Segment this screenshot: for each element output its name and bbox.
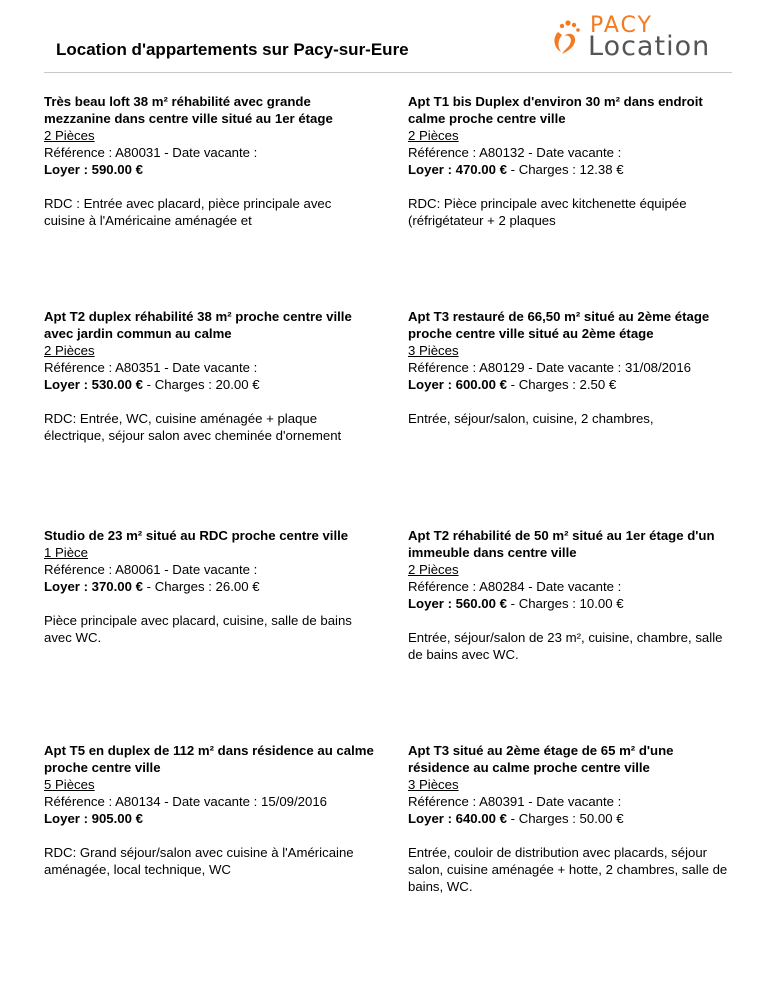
- listing-description: RDC: Pièce principale avec kitchenette équipée (réfrigétateur + 2 plaques: [408, 196, 687, 228]
- listing-charges: - Charges : 26.00 €: [142, 579, 260, 594]
- listing-description: Pièce principale avec placard, cuisine, salle de bains avec WC.: [44, 613, 352, 645]
- listing-rooms-link[interactable]: 2 Pièces: [44, 343, 95, 358]
- logo-text-location: Location: [588, 31, 711, 62]
- listing-title: Apt T1 bis Duplex d'environ 30 m² dans endroit calme proche centre ville: [408, 94, 703, 126]
- listing-charges: - Charges : 50.00 €: [506, 811, 624, 826]
- listing-card: [408, 527, 738, 663]
- listing-description: Entrée, séjour/salon, cuisine, 2 chambres,: [408, 411, 654, 426]
- listing-title: Apt T2 réhabilité de 50 m² situé au 1er étage d'un immeuble dans centre ville: [408, 528, 715, 560]
- listing-rent-line: [44, 810, 374, 827]
- listing-card: [44, 742, 374, 878]
- listing-title: Apt T3 situé au 2ème étage de 65 m² d'une résidence au calme proche centre ville: [408, 743, 674, 775]
- listing-rent-line: [408, 161, 738, 178]
- listing-title: Apt T5 en duplex de 112 m² dans résidence au calme proche centre ville: [44, 743, 374, 775]
- listing-card: [44, 93, 374, 229]
- logo-mark-icon: [548, 18, 588, 58]
- listing-reference: Référence : A80391 - Date vacante :: [408, 794, 622, 809]
- listing-card: [44, 527, 374, 646]
- listing-title: Studio de 23 m² situé au RDC proche centre ville: [44, 528, 349, 543]
- listing-description: Entrée, séjour/salon de 23 m², cuisine, chambre, salle de bains avec WC.: [408, 630, 723, 662]
- listing-rooms-link[interactable]: 1 Pièce: [44, 545, 88, 560]
- listing-rooms-link[interactable]: 3 Pièces: [408, 777, 459, 792]
- listing-reference: Référence : A80351 - Date vacante :: [44, 360, 258, 375]
- listing-title: Très beau loft 38 m² réhabilité avec grande mezzanine dans centre ville situé au 1er étage: [44, 94, 333, 126]
- listing-reference: Référence : A80129 - Date vacante : 31/08/2016: [408, 360, 691, 375]
- listing-card: [408, 308, 738, 427]
- listing-charges: - Charges : 10.00 €: [506, 596, 624, 611]
- listing-rooms-link[interactable]: 2 Pièces: [44, 128, 95, 143]
- listing-charges: - Charges : 2.50 €: [506, 377, 617, 392]
- listing-card: [408, 93, 738, 229]
- listing-rent-line: [408, 595, 738, 612]
- listing-description: RDC: Grand séjour/salon avec cuisine à l'Américaine aménagée, local technique, WC: [44, 845, 354, 877]
- listing-rent-line: [408, 376, 738, 393]
- listing-rent: Loyer : 600.00 €: [408, 377, 507, 392]
- listing-description: RDC: Entrée, WC, cuisine aménagée + plaque électrique, séjour salon avec cheminée d'ornement: [44, 411, 342, 443]
- listing-rent-line: [408, 810, 738, 827]
- listing-rent: Loyer : 560.00 €: [408, 596, 507, 611]
- listing-rooms-link[interactable]: 2 Pièces: [408, 562, 459, 577]
- listing-title: Apt T2 duplex réhabilité 38 m² proche centre ville avec jardin commun au calme: [44, 309, 352, 341]
- listing-rent: Loyer : 590.00 €: [44, 162, 143, 177]
- listing-description: Entrée, couloir de distribution avec placards, séjour salon, cuisine aménagée + hotte, 2 chambres, salle de bains, WC.: [408, 845, 728, 894]
- listing-reference: Référence : A80031 - Date vacante :: [44, 145, 258, 160]
- listing-reference: Référence : A80284 - Date vacante :: [408, 579, 622, 594]
- listing-rooms-link[interactable]: 3 Pièces: [408, 343, 459, 358]
- listing-card: [408, 742, 738, 895]
- listing-rent: Loyer : 640.00 €: [408, 811, 507, 826]
- listing-charges: - Charges : 20.00 €: [142, 377, 260, 392]
- header-divider: [44, 72, 732, 73]
- logo-text-pacy: PACY: [590, 13, 653, 38]
- listing-rent-line: [44, 161, 374, 178]
- listing-rooms-link[interactable]: 2 Pièces: [408, 128, 459, 143]
- listing-rent: Loyer : 470.00 €: [408, 162, 507, 177]
- pacy-location-logo: [548, 14, 718, 60]
- page-title: Location d'appartements sur Pacy-sur-Eure: [56, 40, 409, 59]
- listing-reference: Référence : A80061 - Date vacante :: [44, 562, 258, 577]
- listing-reference: Référence : A80132 - Date vacante :: [408, 145, 622, 160]
- listing-rooms-link[interactable]: 5 Pièces: [44, 777, 95, 792]
- listing-rent-line: [44, 376, 374, 393]
- listing-rent: Loyer : 905.00 €: [44, 811, 143, 826]
- listing-card: [44, 308, 374, 444]
- listing-reference: Référence : A80134 - Date vacante : 15/09/2016: [44, 794, 327, 809]
- listing-description: RDC : Entrée avec placard, pièce principale avec cuisine à l'Américaine aménagée et: [44, 196, 332, 228]
- listing-rent: Loyer : 370.00 €: [44, 579, 143, 594]
- listing-charges: - Charges : 12.38 €: [506, 162, 624, 177]
- listing-rent-line: [44, 578, 374, 595]
- listing-title: Apt T3 restauré de 66,50 m² situé au 2ème étage proche centre ville situé au 2ème étage: [408, 309, 710, 341]
- listing-rent: Loyer : 530.00 €: [44, 377, 143, 392]
